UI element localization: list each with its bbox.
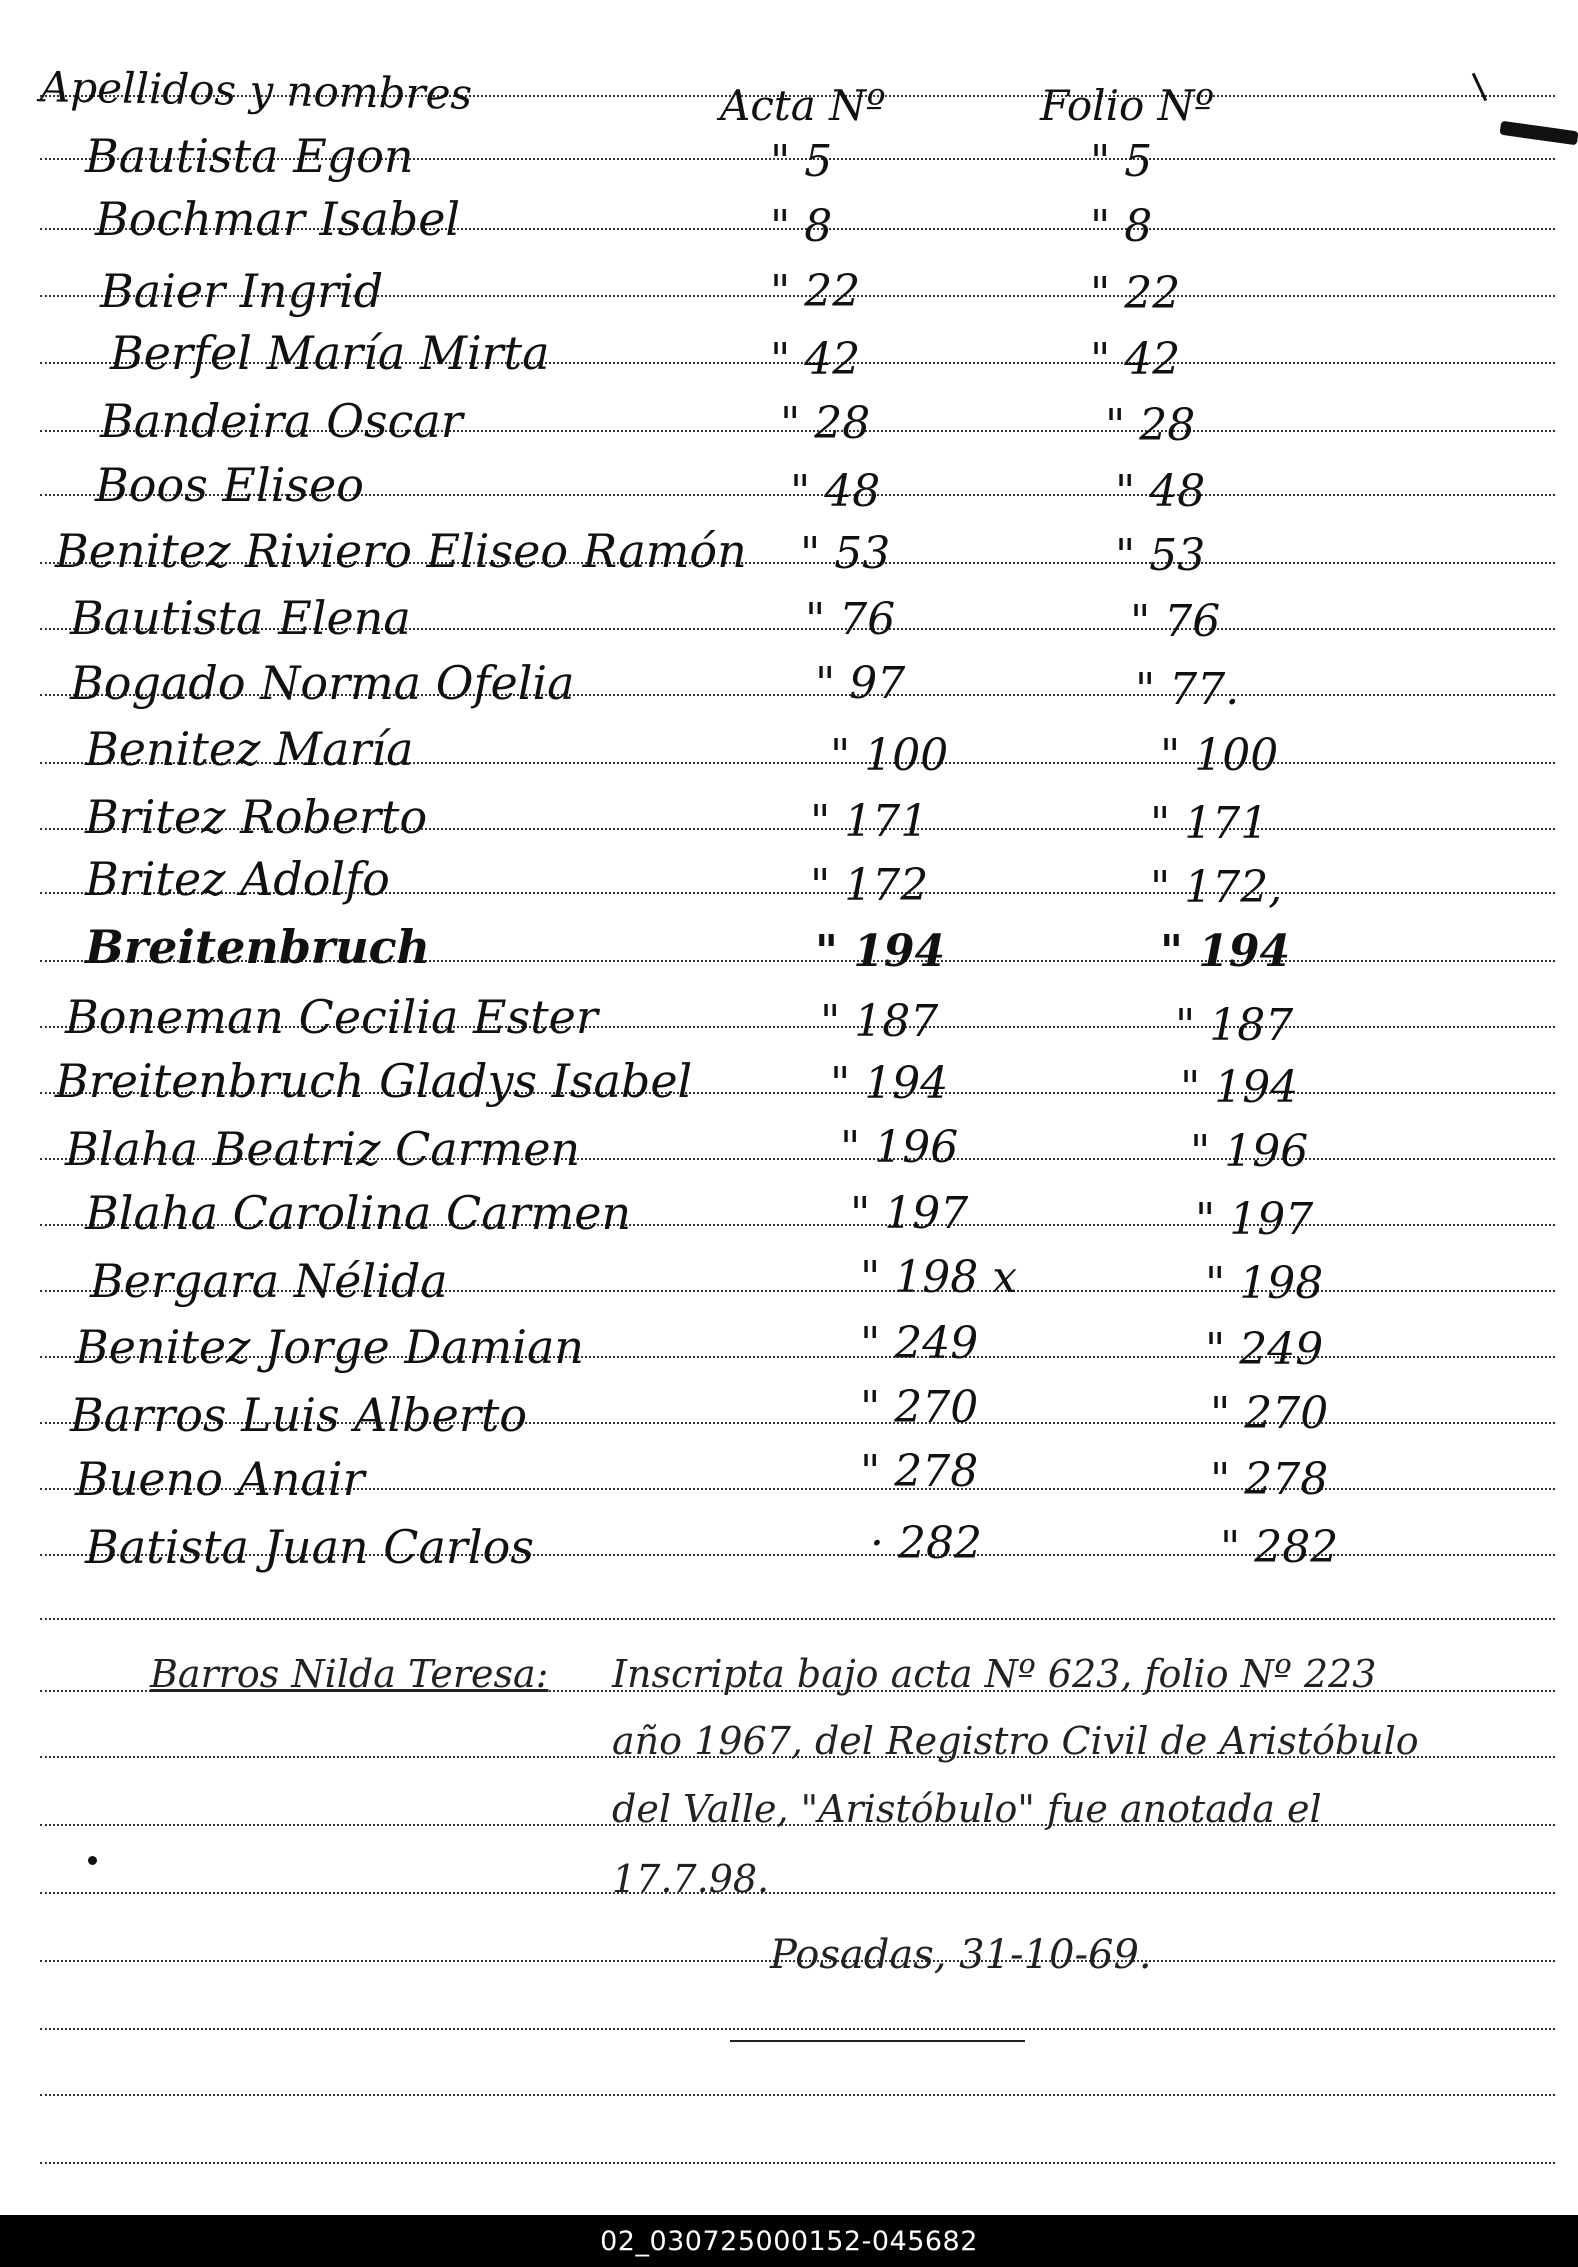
entry-folio-number: " 282 xyxy=(1220,1522,1339,1573)
ink-dot xyxy=(88,1856,97,1865)
entry-acta-number: " 42 xyxy=(770,334,861,385)
note-line: del Valle, "Aristóbulo" fue anotada el xyxy=(612,1787,1322,1831)
entry-name: Bautista Elena xyxy=(70,591,411,645)
entry-folio-number: " 5 xyxy=(1090,136,1153,187)
entry-name: Benitez Riviero Eliseo Ramón xyxy=(55,524,747,578)
entry-name: Barros Luis Alberto xyxy=(70,1388,528,1442)
entry-acta-number: " 270 xyxy=(860,1382,979,1433)
entry-acta-number: " 198 x xyxy=(860,1252,1018,1303)
corner-ink-bar xyxy=(1499,121,1578,146)
header-acta-label: Acta Nº xyxy=(720,81,886,130)
entry-acta-number: " 48 xyxy=(790,466,881,517)
header-folio-label: Folio Nº xyxy=(1040,81,1215,130)
entry-acta-number: " 8 xyxy=(770,201,833,252)
entry-acta-number: " 22 xyxy=(770,266,861,317)
entry-name: Breitenbruch Gladys Isabel xyxy=(55,1054,693,1108)
entry-folio-number: " 42 xyxy=(1090,334,1181,385)
entry-folio-number: " 194 xyxy=(1160,926,1291,977)
entry-acta-number: " 100 xyxy=(830,730,949,781)
entry-acta-number: " 194 xyxy=(830,1058,949,1109)
note-line: 17.7.98. xyxy=(612,1857,770,1901)
entry-name: Bautista Egon xyxy=(85,129,414,183)
note-line: año 1967, del Registro Civil de Aristóbulo xyxy=(612,1719,1419,1763)
entry-folio-number: " 100 xyxy=(1160,730,1279,781)
footer-bar xyxy=(0,2215,1578,2267)
entry-folio-number: " 196 xyxy=(1190,1126,1309,1177)
entry-name: Berfel María Mirta xyxy=(110,326,550,380)
entry-name: Blaha Beatriz Carmen xyxy=(65,1122,581,1176)
entry-acta-number: · 282 xyxy=(870,1518,982,1569)
entry-name: Bogado Norma Ofelia xyxy=(70,656,575,710)
entry-folio-number: " 22 xyxy=(1090,268,1181,319)
entry-acta-number: " 76 xyxy=(805,594,896,645)
ruled-line xyxy=(40,2028,1555,2030)
entry-name: Benitez Jorge Damian xyxy=(75,1320,585,1374)
entry-name: Bueno Anair xyxy=(75,1452,365,1506)
note-subject: Barros Nilda Teresa: xyxy=(150,1652,549,1696)
entry-folio-number: " 249 xyxy=(1205,1324,1324,1375)
ruled-line xyxy=(40,2162,1555,2164)
entry-acta-number: " 53 xyxy=(800,528,891,579)
entry-acta-number: " 5 xyxy=(770,136,833,187)
entry-folio-number: " 48 xyxy=(1115,466,1206,517)
entry-name: Bochmar Isabel xyxy=(95,192,461,246)
entry-folio-number: " 187 xyxy=(1175,1000,1294,1051)
entry-folio-number: " 197 xyxy=(1195,1194,1314,1245)
entry-acta-number: " 28 xyxy=(780,398,871,449)
ruled-line xyxy=(40,1892,1555,1894)
entry-name: Breitenbruch xyxy=(85,920,431,974)
entry-acta-number: " 249 xyxy=(860,1318,979,1369)
entry-acta-number: " 194 xyxy=(815,926,946,977)
entry-folio-number: " 76 xyxy=(1130,596,1221,647)
entry-acta-number: " 197 xyxy=(850,1188,969,1239)
ruled-line xyxy=(40,2094,1555,2096)
entry-folio-number: " 171 xyxy=(1150,798,1269,849)
entry-name: Britez Adolfo xyxy=(85,852,390,906)
entry-name: Britez Roberto xyxy=(85,790,428,844)
ruled-line xyxy=(40,1618,1555,1620)
entry-name: Baier Ingrid xyxy=(100,264,384,318)
document-id: 02_030725000152-045682 xyxy=(600,2225,978,2257)
entry-folio-number: " 28 xyxy=(1105,400,1196,451)
entry-name: Boneman Cecilia Ester xyxy=(65,990,598,1044)
entry-name: Batista Juan Carlos xyxy=(85,1520,534,1574)
entry-name: Blaha Carolina Carmen xyxy=(85,1186,632,1240)
note-line: Inscripta bajo acta Nº 623, folio Nº 223 xyxy=(612,1652,1377,1696)
header-names-label: Apellidos y nombres xyxy=(39,62,473,119)
place-date: Posadas, 31-10-69. xyxy=(770,1932,1152,1978)
entry-acta-number: " 187 xyxy=(820,996,939,1047)
entry-folio-number: " 8 xyxy=(1090,201,1153,252)
entry-folio-number: " 278 xyxy=(1210,1454,1329,1505)
entry-acta-number: " 171 xyxy=(810,796,929,847)
entry-acta-number: " 172 xyxy=(810,860,929,911)
entry-acta-number: " 278 xyxy=(860,1446,979,1497)
entry-name: Bergara Nélida xyxy=(90,1254,448,1308)
entry-folio-number: " 194 xyxy=(1180,1062,1299,1113)
entry-folio-number: " 53 xyxy=(1115,530,1206,581)
entry-acta-number: " 97 xyxy=(815,658,906,709)
entry-name: Bandeira Oscar xyxy=(100,394,463,448)
entry-acta-number: " 196 xyxy=(840,1122,959,1173)
entry-folio-number: " 172, xyxy=(1150,862,1283,913)
entry-folio-number: " 270 xyxy=(1210,1388,1329,1439)
entry-name: Benitez María xyxy=(85,722,414,776)
entry-folio-number: " 198 xyxy=(1205,1258,1324,1309)
entry-name: Boos Eliseo xyxy=(95,458,364,512)
signature-line xyxy=(730,2040,1025,2042)
entry-folio-number: " 77. xyxy=(1135,664,1240,715)
